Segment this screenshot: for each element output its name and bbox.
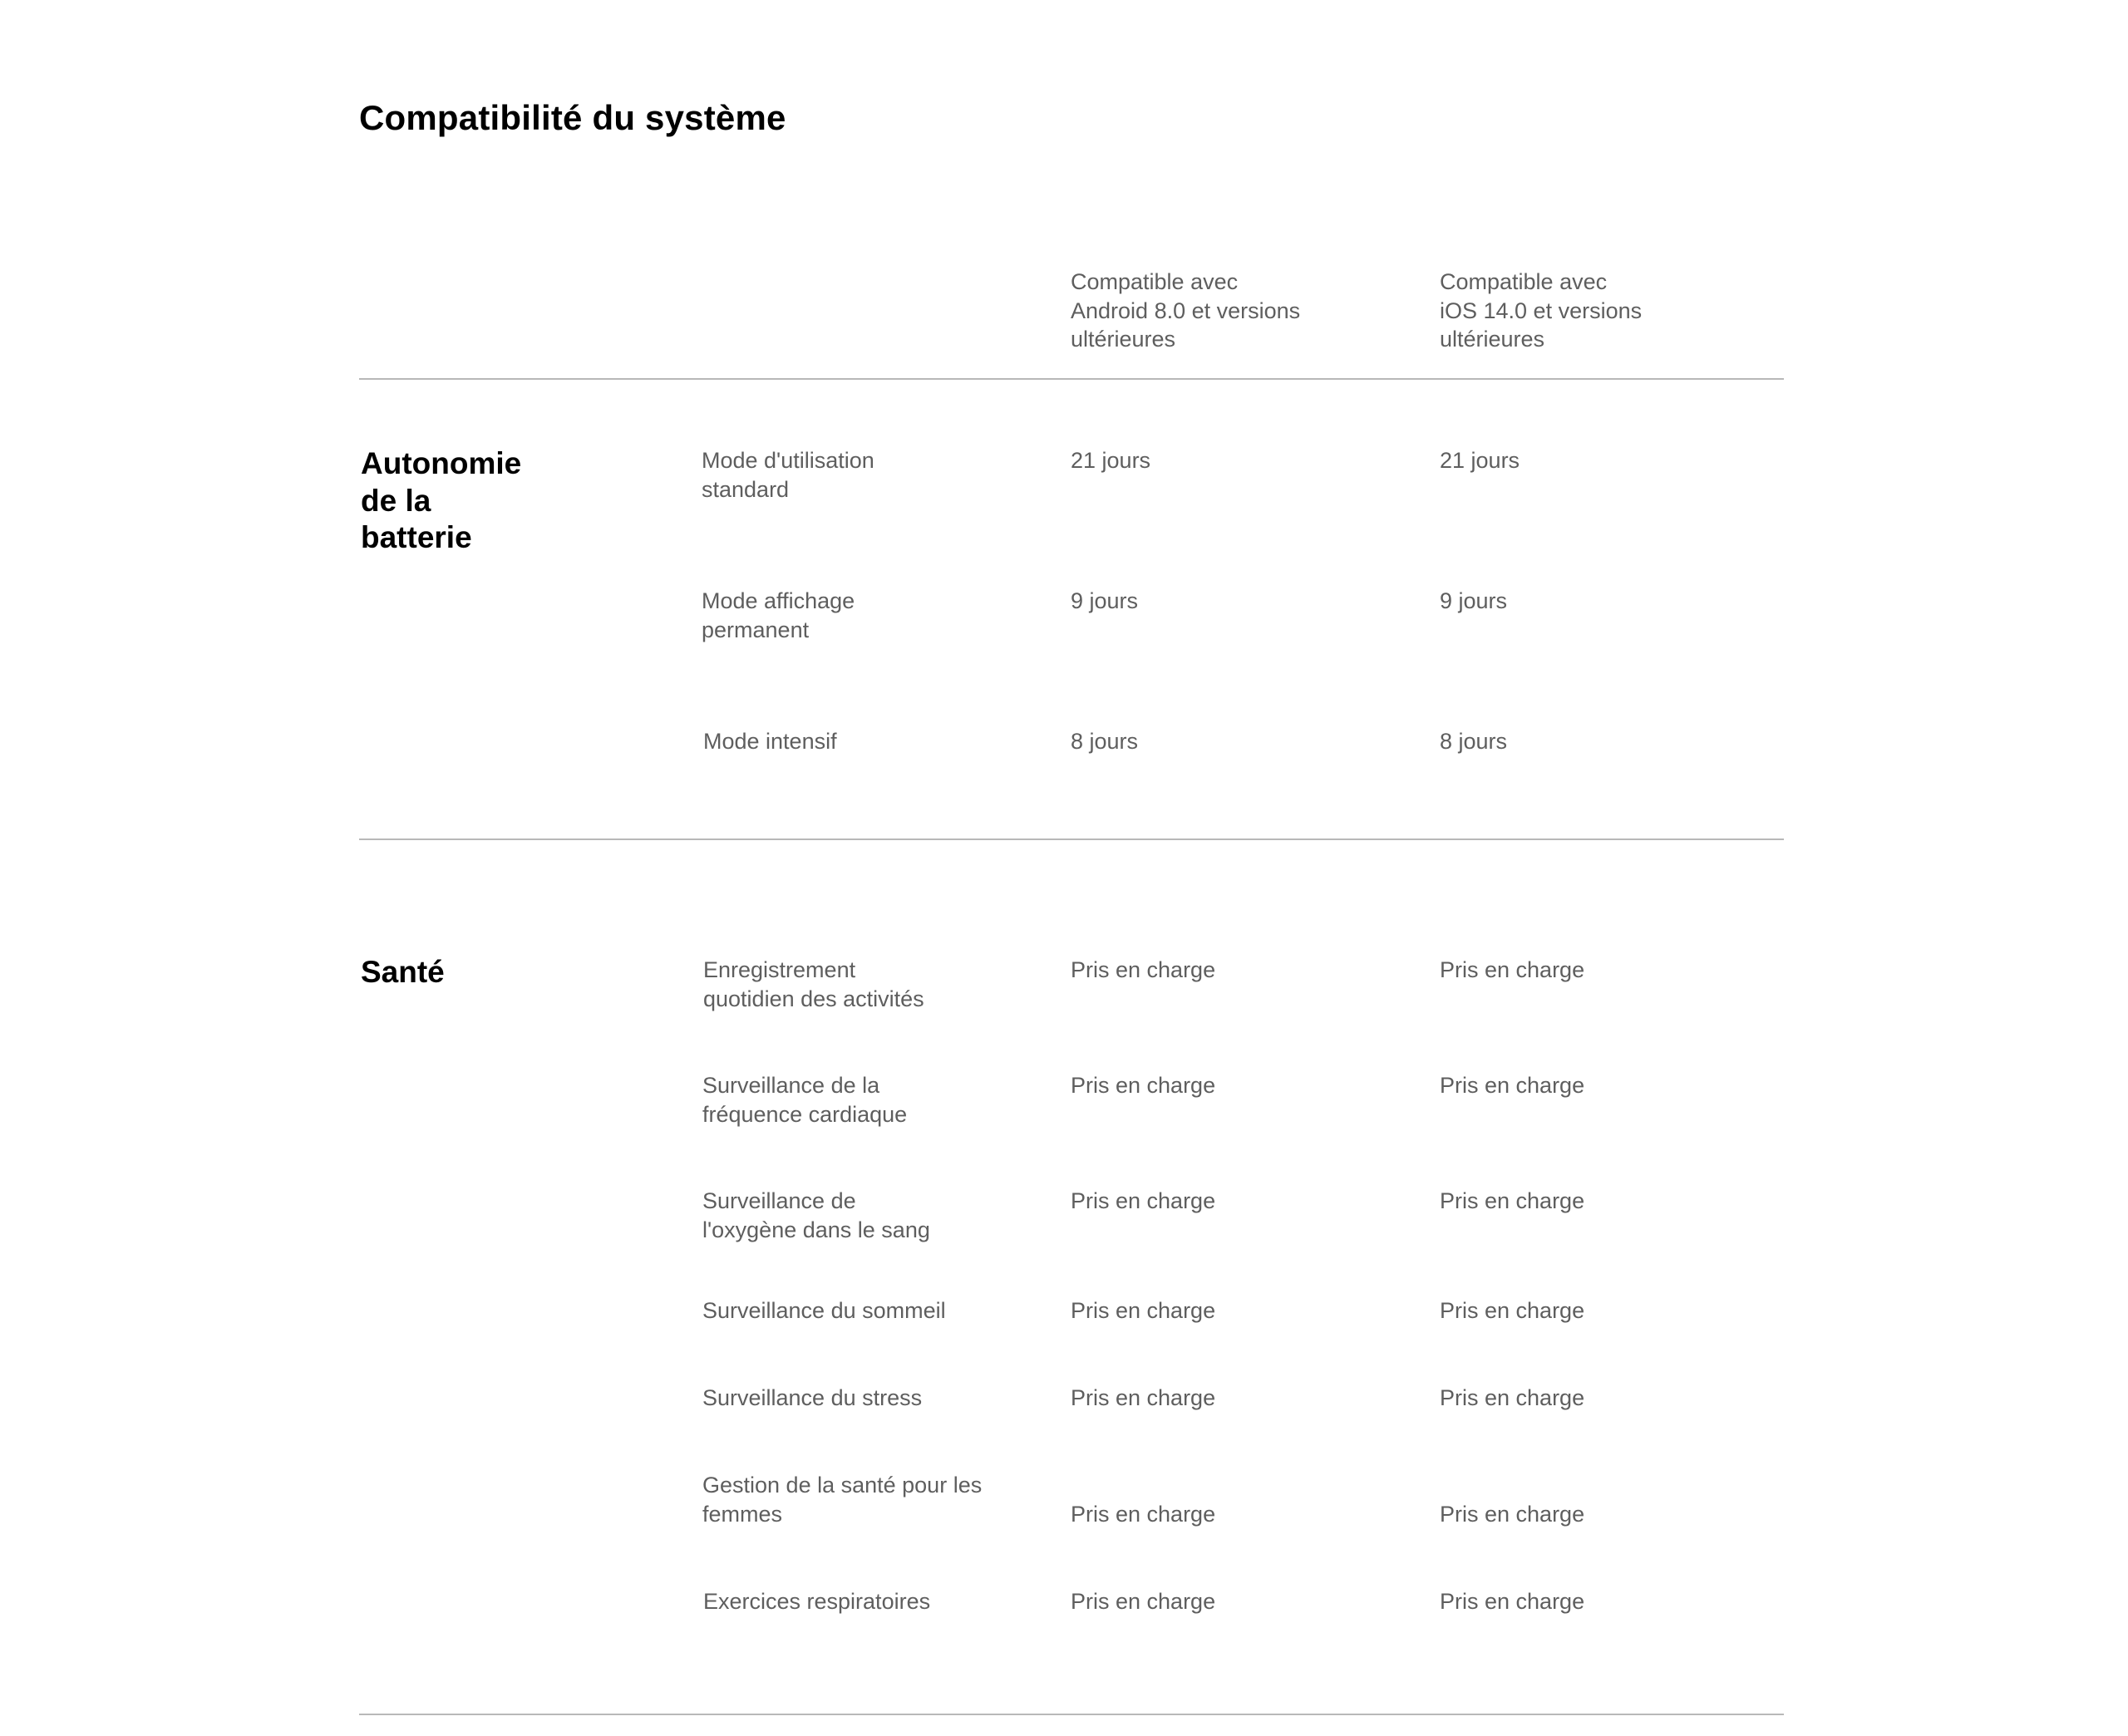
ios-value: Pris en charge: [1440, 957, 1585, 982]
android-value: 8 jours: [1071, 729, 1139, 754]
ios-value: 21 jours: [1440, 448, 1520, 473]
ios-value: Pris en charge: [1440, 1298, 1585, 1323]
ios-value: Pris en charge: [1440, 1188, 1585, 1213]
android-value: Pris en charge: [1071, 1385, 1216, 1410]
ios-value: 8 jours: [1440, 729, 1508, 754]
battery-section-title: [361, 445, 560, 557]
feature-label: [702, 1296, 985, 1325]
feature-label-line: permanent: [702, 617, 810, 642]
ios-value: Pris en charge: [1440, 1385, 1585, 1410]
ios-header-line: iOS 14.0 et versions: [1440, 298, 1643, 323]
feature-label: [703, 1587, 986, 1616]
feature-label-line: Enregistrement: [703, 957, 856, 982]
feature-label: [702, 1071, 985, 1129]
health-section-title: [361, 954, 560, 991]
ios-column-header: [1440, 268, 1714, 354]
section-title-line: Santé: [361, 955, 445, 989]
feature-label-line: Surveillance de la: [702, 1073, 880, 1098]
ios-value: Pris en charge: [1440, 1502, 1585, 1527]
android-value: Pris en charge: [1071, 957, 1216, 982]
feature-label: [702, 1384, 985, 1413]
ios-value: Pris en charge: [1440, 1589, 1585, 1614]
feature-label-line: Mode intensif: [703, 729, 837, 754]
feature-label: [702, 587, 984, 644]
android-value: 9 jours: [1071, 588, 1139, 613]
feature-label-line: Mode d'utilisation: [702, 448, 874, 473]
ios-value: Pris en charge: [1440, 1073, 1585, 1098]
feature-label: [703, 956, 986, 1013]
header-divider: [359, 378, 1784, 380]
feature-label-line: Surveillance du sommeil: [702, 1298, 946, 1323]
section-divider: [359, 838, 1784, 840]
android-value: Pris en charge: [1071, 1073, 1216, 1098]
android-value: Pris en charge: [1071, 1502, 1216, 1527]
feature-label: [702, 446, 984, 504]
feature-label-line: Exercices respiratoires: [703, 1589, 931, 1614]
android-column-header: [1071, 268, 1345, 354]
feature-label-line: l'oxygène dans le sang: [702, 1217, 930, 1242]
ios-header-line: ultérieures: [1440, 327, 1545, 352]
android-value: Pris en charge: [1071, 1589, 1216, 1614]
feature-label: [702, 1471, 1018, 1528]
section-title-line: de la: [361, 483, 431, 518]
feature-label-line: Mode affichage: [702, 588, 855, 613]
section-title-line: batterie: [361, 520, 472, 554]
feature-label-line: femmes: [702, 1501, 783, 1527]
feature-label: [702, 1187, 985, 1244]
feature-label-line: Surveillance du stress: [702, 1385, 923, 1410]
feature-label-line: standard: [702, 476, 790, 502]
feature-label-line: fréquence cardiaque: [702, 1101, 908, 1127]
android-header-line: ultérieures: [1071, 327, 1176, 352]
feature-label-line: Gestion de la santé pour les: [702, 1473, 983, 1497]
android-value: 21 jours: [1071, 448, 1151, 473]
section-title-line: Autonomie: [361, 446, 522, 480]
page-title: Compatibilité du système: [359, 98, 786, 137]
feature-label: [703, 727, 986, 756]
ios-value: 9 jours: [1440, 588, 1508, 613]
android-value: Pris en charge: [1071, 1188, 1216, 1213]
android-header-line: Compatible avec: [1071, 269, 1239, 294]
feature-label-line: quotidien des activités: [703, 986, 924, 1011]
feature-label-line: Surveillance de: [702, 1188, 856, 1213]
android-value: Pris en charge: [1071, 1298, 1216, 1323]
ios-header-line: Compatible avec: [1440, 269, 1608, 294]
bottom-divider: [359, 1714, 1784, 1715]
android-header-line: Android 8.0 et versions: [1071, 298, 1301, 323]
